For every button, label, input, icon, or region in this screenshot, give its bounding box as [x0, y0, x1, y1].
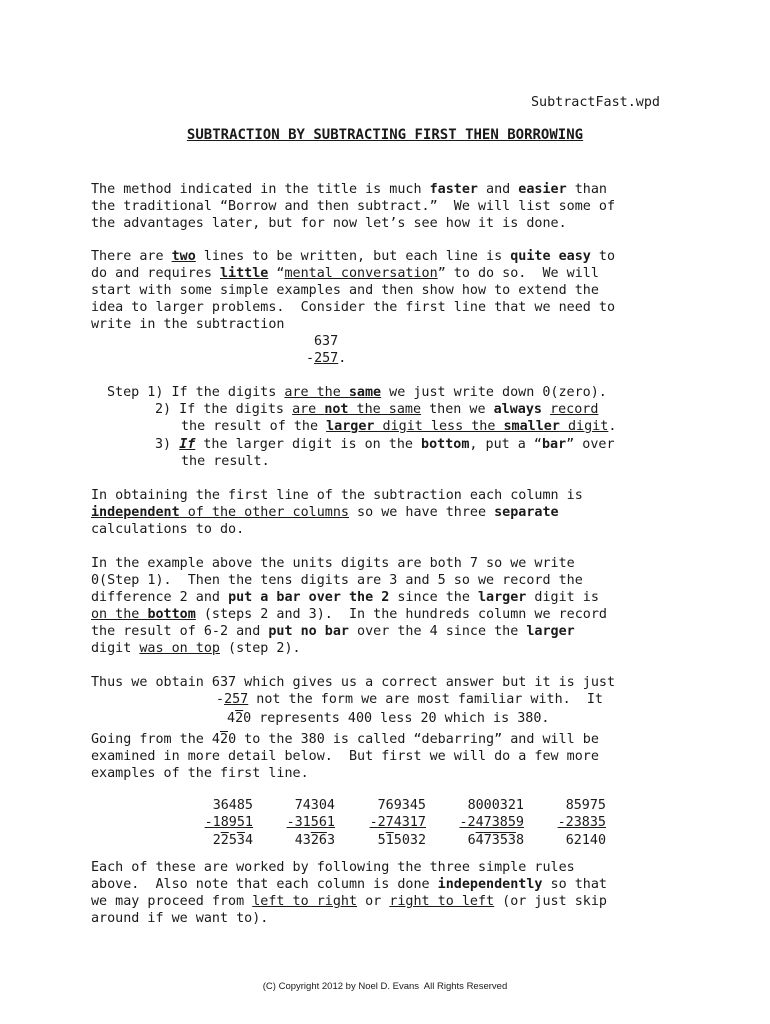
example-bottom: -23835	[557, 815, 606, 830]
result-digit: 8	[515, 833, 524, 848]
example-top: 8000321	[467, 798, 524, 813]
example-bottom-number: -257.	[306, 351, 347, 366]
result-digit: 5	[393, 833, 402, 848]
example-top: 85975	[565, 798, 606, 813]
barred-digit: 5	[499, 833, 508, 848]
paragraph-result-line-3: 420 represents 400 less 20 which is 380.	[227, 711, 550, 726]
example-column	[190, 797, 606, 849]
example-top: 769345	[377, 798, 426, 813]
result-digit: 4	[244, 833, 253, 848]
result-digit: 6	[467, 833, 476, 848]
step-2-continued: the result of the larger digit less the smaller digit.	[181, 419, 617, 434]
result-digit: 0	[597, 833, 606, 848]
result-digit: 5	[228, 833, 237, 848]
paragraph-result-line-1: Thus we obtain 637 which gives us a correct answer but it is just	[91, 675, 616, 690]
barred-digit: 2	[220, 833, 229, 848]
barred-digit: 3	[507, 833, 516, 848]
document-title: SUBTRACTION BY SUBTRACTING FIRST THEN BORROWING	[186, 127, 584, 143]
copyright-footer: (C) Copyright 2012 by Noel D. Evans All Rights Reserved	[262, 981, 508, 992]
result-digit: 4	[294, 833, 303, 848]
paragraph-result-line-2: -257 not the form we are most familiar with. It	[216, 692, 603, 707]
paragraph-debarring: Going from the 420 to the 380 is called “debarring” and will be examined in more detail below. But first we will do a few more examples of the first line.	[91, 732, 599, 781]
example-top-number: 637	[314, 334, 339, 349]
example-top: 36485	[212, 798, 253, 813]
result-digit: 2	[573, 833, 582, 848]
result-digit: 2	[417, 833, 426, 848]
step-1: Step 1) If the digits are the same we just write down 0(zero).	[107, 385, 607, 400]
barred-digit: 3	[236, 833, 245, 848]
result-digit: 1	[581, 833, 590, 848]
barred-digit: 7	[483, 833, 492, 848]
result-digit: 5	[377, 833, 386, 848]
barred-digit: 2	[310, 833, 319, 848]
barred-digit: 1	[385, 833, 394, 848]
barred-digit: 3	[491, 833, 500, 848]
result-digit: 4	[589, 833, 598, 848]
result-digit: 3	[409, 833, 418, 848]
document-filename: SubtractFast.wpd	[531, 95, 660, 110]
paragraph-rules: Each of these are worked by following the three simple rules above. Also note that each column is done independently so that we may proceed from left to right or right to left (or just skip around if we want to).	[91, 860, 607, 926]
result-digit: 3	[302, 833, 311, 848]
example-bottom: -31561	[286, 815, 335, 830]
result-digit: 3	[326, 833, 335, 848]
result-digit: 6	[565, 833, 574, 848]
step-2: 2) If the digits are not the same then we always record	[155, 402, 599, 417]
example-bottom: -18951	[204, 815, 253, 830]
paragraph-example-explained: In the example above the units digits are both 7 so we write 0(Step 1). Then the tens digits are 3 and 5 so we record the difference 2 and put a bar over the 2 since the larger digit is on the bottom (steps 2 and 3). In the hundreds column we record the result of 6-2 and put no bar over the 4 since the larger digit was on top (step 2).	[91, 556, 607, 656]
result-digit: 0	[401, 833, 410, 848]
paragraph-two-lines: There are two lines to be written, but each line is quite easy to do and requires little “mental conversation” to do so. We will start with some simple examples and then show how to extend the idea to larger problems. Consider the first line that we need to write in the subtraction	[91, 249, 616, 332]
example-result	[190, 832, 606, 849]
paragraph-independent: In obtaining the first line of the subtraction each column is independent of the other columns so we have three separate calculations to do.	[91, 488, 583, 537]
barred-digit: 6	[318, 833, 327, 848]
result-digit: 2	[212, 833, 221, 848]
paragraph-intro: The method indicated in the title is much faster and easier than the traditional “Borrow and then subtract.” We will list some of the advantages later, but for now let’s see how it is done.	[91, 182, 616, 231]
example-bottom: -2473859	[459, 815, 524, 830]
step-3: 3) If the larger digit is on the bottom, put a “bar” over	[155, 437, 615, 452]
example-bottom: -274317	[369, 815, 426, 830]
barred-digit: 4	[475, 833, 484, 848]
example-top: 74304	[294, 798, 335, 813]
step-3-continued: the result.	[181, 454, 270, 469]
